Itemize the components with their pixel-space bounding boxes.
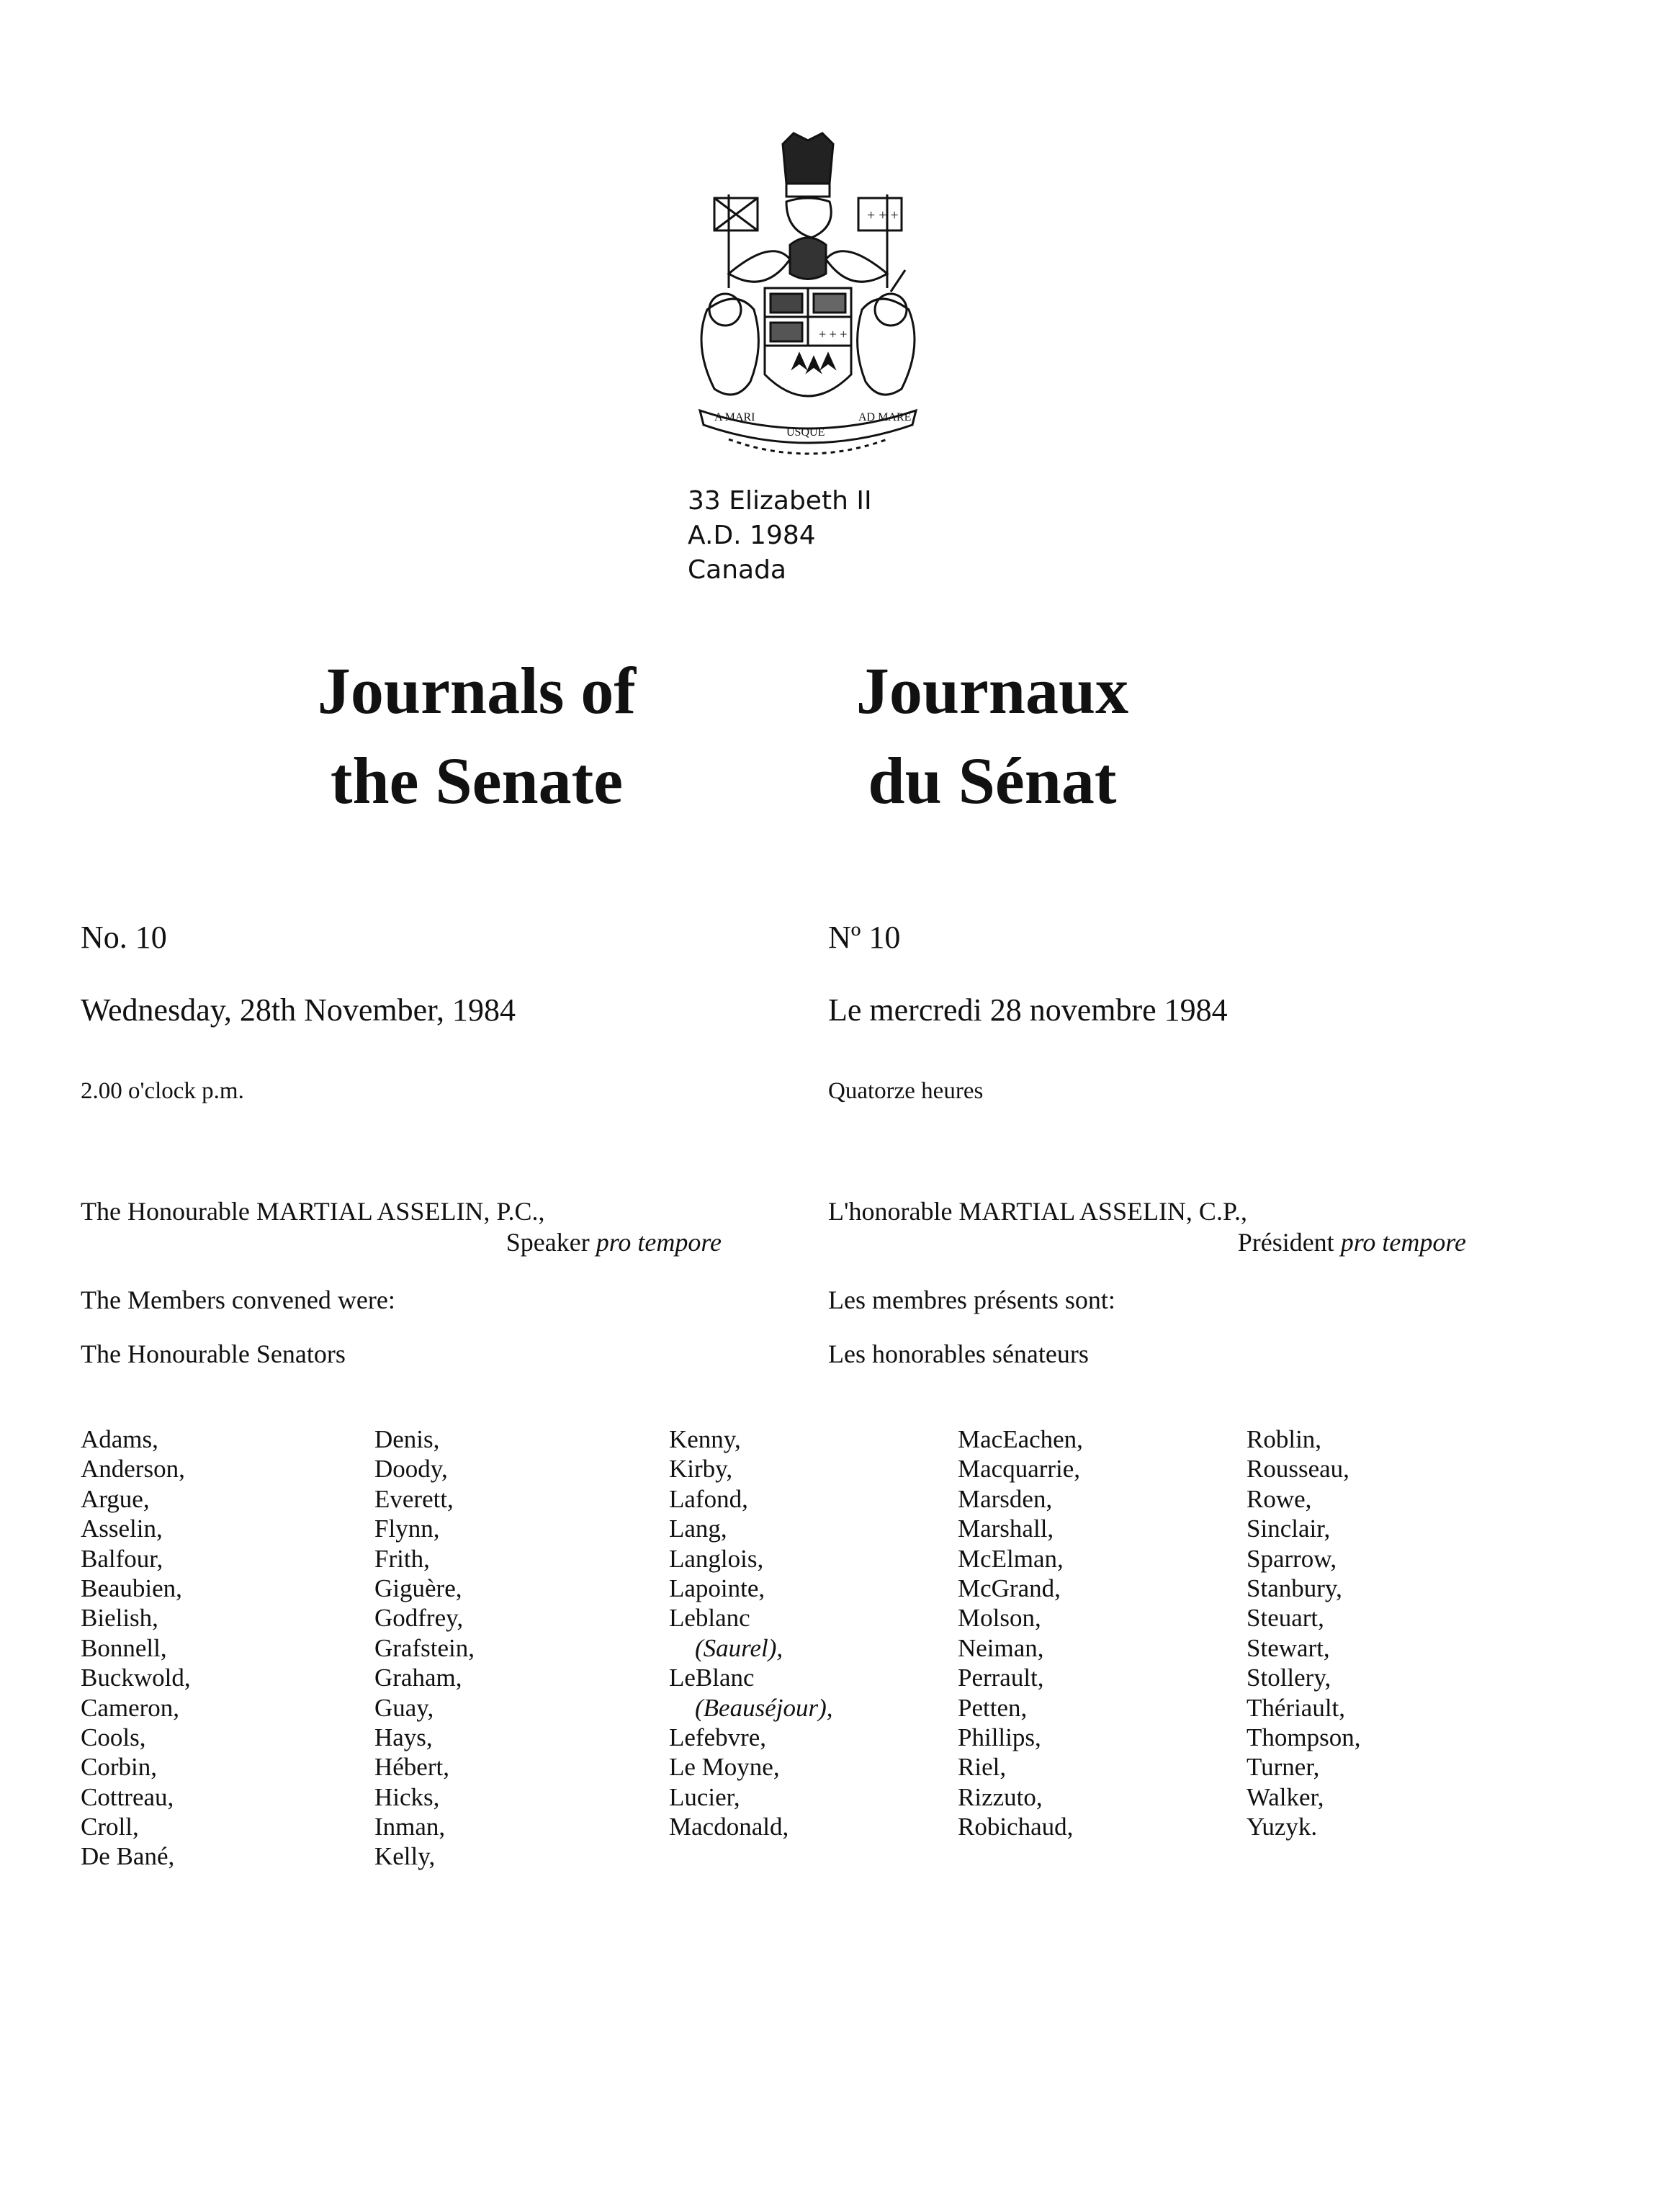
senator-name: Giguère, (374, 1574, 462, 1602)
senator-name: Turner, (1246, 1753, 1320, 1782)
regnal-year: 33 Elizabeth II (688, 486, 872, 516)
senator-name: Flynn, (374, 1514, 440, 1543)
senator-name: Leblanc (669, 1604, 750, 1633)
senator-name: Beaubien, (81, 1574, 182, 1602)
speaker-title-french-italic: pro tempore (1340, 1228, 1466, 1257)
senator-name: Stanbury, (1246, 1574, 1342, 1602)
senator-name: Godfrey, (374, 1604, 464, 1633)
senator-name: Lafond, (669, 1484, 748, 1513)
country: Canada (688, 555, 786, 585)
senator-name: Guay, (374, 1693, 434, 1722)
senator-name: Inman, (374, 1813, 446, 1841)
canada-coat-of-arms-icon (686, 130, 930, 468)
senator-name: Argue, (81, 1484, 150, 1513)
senator-name: Kirby, (669, 1455, 733, 1484)
senator-name: Hébert, (374, 1753, 449, 1782)
senator-name: Doody, (374, 1455, 448, 1484)
sitting-date-english: Wednesday, 28th November, 1984 (81, 992, 516, 1028)
speaker-title-french-text: Président (1237, 1228, 1334, 1257)
senator-name: Lapointe, (669, 1574, 765, 1602)
senator-name: Marshall, (958, 1514, 1054, 1543)
senator-name: Corbin, (81, 1753, 157, 1782)
speaker-title-english-italic: pro tempore (596, 1228, 722, 1257)
senators-column-5 (1246, 1424, 1360, 1841)
senator-name: Adams, (81, 1425, 158, 1453)
title-english (225, 646, 729, 826)
senators-heading-english: The Honourable Senators (81, 1339, 346, 1368)
senator-name: Sparrow, (1246, 1544, 1337, 1573)
senator-name: Langlois, (669, 1544, 764, 1573)
motto-center: USQUE (786, 426, 825, 439)
senator-name: MacEachen, (958, 1425, 1083, 1453)
motto-left: A MARI (714, 411, 755, 423)
senator-name: Graham, (374, 1664, 462, 1692)
senator-name: Bonnell, (81, 1633, 167, 1662)
senator-name: (Beauséjour), (695, 1693, 833, 1722)
motto-right: AD MARE (858, 411, 912, 423)
members-heading-english: The Members convened were: (81, 1285, 395, 1314)
regnal-block (688, 484, 872, 588)
senator-name: Anderson, (81, 1455, 185, 1484)
title-french (740, 646, 1244, 826)
title-french-line2: du Sénat (868, 744, 1117, 817)
calendar-year: A.D. 1984 (688, 521, 816, 550)
senator-name: Thériault, (1246, 1693, 1346, 1722)
senator-name: Rowe, (1246, 1484, 1312, 1513)
senator-name: Phillips, (958, 1723, 1041, 1751)
title-english-line2: the Senate (330, 744, 624, 817)
sitting-time-english: 2.00 o'clock p.m. (81, 1078, 244, 1104)
senator-name: Bielish, (81, 1604, 158, 1633)
senator-name: Lucier, (669, 1782, 740, 1811)
svg-text:+ + +: + + + (867, 207, 899, 223)
senators-heading-french: Les honorables sénateurs (828, 1339, 1089, 1368)
title-english-line1: Journals of (317, 654, 637, 727)
senator-name: Stewart, (1246, 1633, 1330, 1662)
speaker-french: L'honorable MARTIAL ASSELIN, C.P., (828, 1197, 1247, 1226)
senator-name: Macquarrie, (958, 1455, 1081, 1484)
senator-name: Asselin, (81, 1514, 163, 1543)
senator-name: Walker, (1246, 1782, 1324, 1811)
senator-name: Riel, (958, 1753, 1007, 1782)
senator-name: Yuzyk. (1246, 1813, 1318, 1841)
senators-column-3 (669, 1424, 832, 1841)
speaker-title-french (818, 1226, 1466, 1258)
senator-name: Rizzuto, (958, 1782, 1043, 1811)
senator-name: Molson, (958, 1604, 1041, 1633)
senator-name: Stollery, (1246, 1664, 1331, 1692)
senator-name: Kelly, (374, 1842, 436, 1871)
sitting-time-french: Quatorze heures (828, 1078, 984, 1104)
senator-name: Neiman, (958, 1633, 1044, 1662)
senator-name: Buckwold, (81, 1664, 191, 1692)
senator-name: Cools, (81, 1723, 146, 1751)
speaker-title-english (73, 1226, 722, 1258)
senator-name: Perrault, (958, 1664, 1044, 1692)
coat-of-arms (686, 130, 930, 468)
issue-number-french: Nº 10 (828, 920, 901, 955)
senator-name: Steuart, (1246, 1604, 1324, 1633)
senators-column-1 (81, 1424, 191, 1872)
senator-name: Hicks, (374, 1782, 440, 1811)
senator-name: Le Moyne, (669, 1753, 780, 1782)
senator-name: Lefebvre, (669, 1723, 767, 1751)
issue-number-english: No. 10 (81, 920, 167, 955)
senator-name: Kenny, (669, 1425, 741, 1453)
senator-name: Grafstein, (374, 1633, 475, 1662)
members-heading-french: Les membres présents sont: (828, 1285, 1115, 1314)
senator-name: Macdonald, (669, 1813, 789, 1841)
svg-text:+ + +: + + + (819, 327, 848, 341)
senator-name: Cameron, (81, 1693, 180, 1722)
senator-name: De Bané, (81, 1842, 175, 1871)
senator-name: Marsden, (958, 1484, 1053, 1513)
senator-name: Thompson, (1246, 1723, 1361, 1751)
senator-name: Sinclair, (1246, 1514, 1331, 1543)
sitting-date-french: Le mercredi 28 novembre 1984 (828, 992, 1228, 1028)
senator-name: Rousseau, (1246, 1455, 1349, 1484)
senator-name: Balfour, (81, 1544, 163, 1573)
senator-name: Croll, (81, 1813, 139, 1841)
senator-name: Cottreau, (81, 1782, 174, 1811)
senator-name: Hays, (374, 1723, 433, 1751)
senator-name: (Saurel), (695, 1633, 783, 1662)
senator-name: Everett, (374, 1484, 454, 1513)
senator-name: LeBlanc (669, 1664, 755, 1692)
senator-name: Roblin, (1246, 1425, 1322, 1453)
senator-name: Robichaud, (958, 1813, 1074, 1841)
senators-column-4 (958, 1424, 1083, 1841)
senator-name: Lang, (669, 1514, 727, 1543)
senator-name: McElman, (958, 1544, 1064, 1573)
senator-name: Denis, (374, 1425, 440, 1453)
title-french-line1: Journaux (855, 654, 1129, 727)
senators-column-2 (374, 1424, 475, 1872)
senator-name: Petten, (958, 1693, 1028, 1722)
speaker-title-english-text: Speaker (506, 1228, 590, 1257)
senator-name: McGrand, (958, 1574, 1061, 1602)
speaker-english: The Honourable MARTIAL ASSELIN, P.C., (81, 1197, 545, 1226)
senator-name: Frith, (374, 1544, 430, 1573)
